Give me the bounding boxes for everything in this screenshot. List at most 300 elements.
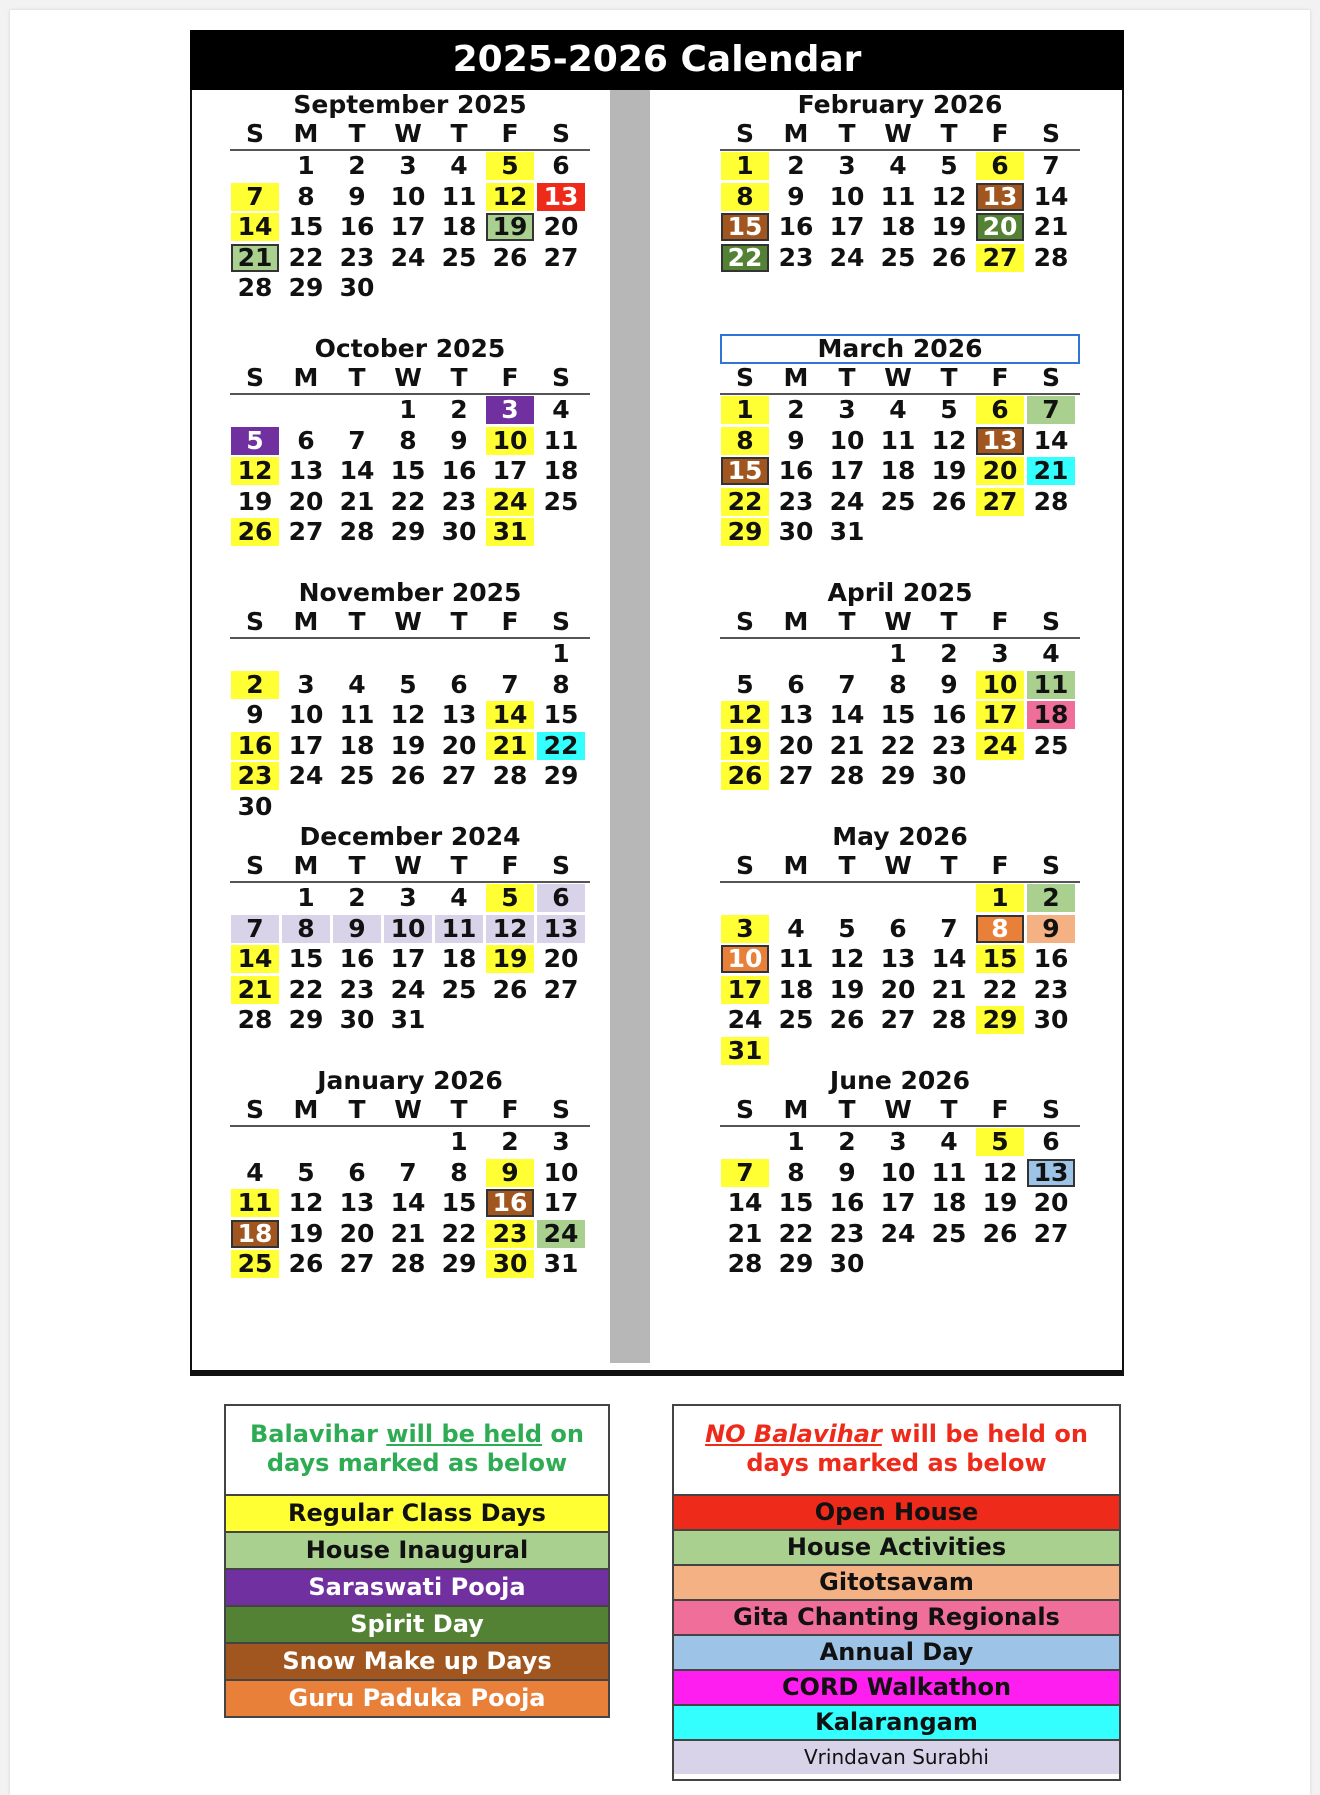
weekday-header: S	[245, 363, 264, 392]
day-cell: 26	[931, 242, 967, 272]
weekday-header: T	[838, 851, 856, 880]
day-cell: 12	[721, 701, 769, 729]
day-cell: 22	[982, 974, 1018, 1004]
day-cell: 2	[787, 395, 805, 424]
weekday-header: T	[450, 607, 468, 636]
day-cell: 9	[450, 425, 468, 455]
day-cell: 19	[390, 730, 426, 760]
day-cell: 31	[543, 1249, 579, 1278]
day-cell: 5	[940, 395, 958, 424]
day-cell: 21	[486, 732, 534, 760]
day-cell: 7	[1027, 396, 1075, 424]
legend-not-held-heading-a: NO Balavihar	[705, 1420, 882, 1448]
weekday-header: W	[884, 607, 912, 636]
day-cell: 9	[333, 915, 381, 943]
day-cell: 11	[435, 915, 483, 943]
day-cell: 4	[246, 1157, 264, 1187]
day-cell: 4	[940, 1127, 958, 1156]
day-cell: 4	[787, 913, 805, 943]
day-cell: 14	[339, 456, 375, 485]
day-cell: 30	[931, 761, 967, 790]
day-cell: 20	[543, 944, 579, 973]
month-name: May 2026	[832, 822, 968, 851]
weekday-header: T	[450, 119, 468, 148]
day-cell: 19	[982, 1188, 1018, 1217]
day-cell: 4	[552, 395, 570, 424]
weekday-header: T	[838, 363, 856, 392]
day-cell: 27	[543, 974, 579, 1004]
day-cell: 18	[778, 974, 814, 1004]
weekday-header: S	[1041, 1095, 1060, 1124]
day-cell: 4	[450, 883, 468, 912]
day-cell: 23	[441, 486, 477, 516]
weekday-header: M	[783, 363, 809, 392]
weekday-header: F	[501, 363, 519, 392]
day-cell: 5	[940, 151, 958, 180]
day-cell: 24	[537, 1220, 585, 1248]
day-cell: 24	[288, 761, 324, 790]
day-cell: 16	[1033, 944, 1069, 973]
day-cell: 9	[787, 181, 805, 211]
day-cell: 27	[1033, 1218, 1069, 1248]
day-cell: 23	[486, 1220, 534, 1248]
day-cell: 17	[829, 212, 865, 241]
weekday-header: W	[394, 119, 422, 148]
day-cell: 6	[450, 669, 468, 699]
day-cell: 13	[441, 700, 477, 729]
weekday-header: T	[450, 1095, 468, 1124]
legend-held-heading-c: on	[542, 1420, 584, 1448]
weekday-header: S	[551, 1095, 570, 1124]
day-cell: 10	[390, 181, 426, 211]
month-5	[720, 90, 1080, 320]
day-cell: 15	[543, 700, 579, 729]
weekday-rule	[720, 881, 1080, 883]
day-cell: 30	[339, 1005, 375, 1034]
day-cell: 24	[829, 242, 865, 272]
day-cell: 25	[441, 242, 477, 272]
day-cell: 15	[721, 213, 769, 241]
legend-not-held-heading	[674, 1406, 1119, 1494]
weekday-header: T	[348, 119, 366, 148]
day-cell: 10	[880, 1157, 916, 1187]
day-cell: 20	[880, 974, 916, 1004]
weekday-header: S	[735, 607, 754, 636]
day-cell: 3	[297, 669, 315, 699]
legend-held	[224, 1404, 610, 1718]
day-cell: 27	[288, 517, 324, 546]
day-cell: 17	[721, 976, 769, 1004]
weekday-header: S	[551, 607, 570, 636]
day-cell: 1	[721, 152, 769, 180]
weekday-header: F	[501, 1095, 519, 1124]
day-cell: 16	[486, 1189, 534, 1217]
day-cell: 14	[1033, 425, 1069, 455]
legend-held-heading	[226, 1406, 608, 1494]
day-cell: 10	[829, 425, 865, 455]
day-cell: 28	[1033, 486, 1069, 516]
day-cell: 9	[838, 1157, 856, 1187]
weekday-header: S	[245, 607, 264, 636]
not-held-legend-row: Vrindavan Surabhi	[674, 1739, 1119, 1774]
not-held-legend-row: House Activities	[674, 1529, 1119, 1564]
month-7	[720, 578, 1080, 808]
day-cell: 17	[829, 456, 865, 485]
day-cell: 8	[399, 425, 417, 455]
day-cell: 23	[339, 974, 375, 1004]
day-cell: 22	[441, 1218, 477, 1248]
day-cell: 6	[297, 425, 315, 455]
not-held-legend-row: Open House	[674, 1494, 1119, 1529]
month-0	[230, 90, 590, 320]
day-cell: 4	[450, 151, 468, 180]
day-cell: 2	[940, 639, 958, 668]
day-cell: 23	[931, 730, 967, 760]
month-6	[720, 334, 1080, 564]
day-cell: 15	[778, 1188, 814, 1217]
day-cell: 19	[829, 974, 865, 1004]
day-cell: 5	[399, 669, 417, 699]
day-cell: 3	[991, 639, 1009, 668]
day-cell: 11	[231, 1189, 279, 1217]
day-cell: 3	[552, 1127, 570, 1156]
day-cell: 28	[1033, 242, 1069, 272]
weekday-header: S	[735, 851, 754, 880]
day-cell: 16	[778, 212, 814, 241]
day-cell: 31	[829, 517, 865, 546]
day-cell: 15	[288, 212, 324, 241]
not-held-legend-row: Gita Chanting Regionals	[674, 1599, 1119, 1634]
day-cell: 27	[976, 244, 1024, 272]
day-cell: 28	[931, 1005, 967, 1034]
day-cell: 15	[976, 945, 1024, 973]
day-cell: 2	[501, 1127, 519, 1156]
day-cell: 12	[288, 1188, 324, 1217]
day-cell: 17	[880, 1188, 916, 1217]
day-cell: 16	[778, 456, 814, 485]
day-cell: 6	[348, 1157, 366, 1187]
day-cell: 6	[976, 152, 1024, 180]
month-2	[230, 578, 590, 821]
day-cell: 14	[727, 1188, 763, 1217]
day-cell: 27	[339, 1249, 375, 1278]
day-cell: 5	[486, 152, 534, 180]
weekday-header: T	[940, 1095, 958, 1124]
day-cell: 6	[976, 396, 1024, 424]
day-cell: 18	[880, 456, 916, 485]
day-cell: 26	[492, 974, 528, 1004]
weekday-header: S	[551, 363, 570, 392]
day-cell: 23	[339, 242, 375, 272]
day-cell: 29	[390, 517, 426, 546]
weekday-header: M	[293, 1095, 319, 1124]
day-cell: 28	[237, 1005, 273, 1034]
day-cell: 20	[976, 457, 1024, 485]
day-cell: 13	[288, 456, 324, 485]
day-cell: 9	[348, 181, 366, 211]
day-cell: 3	[721, 915, 769, 943]
day-cell: 25	[231, 1250, 279, 1278]
weekday-header: T	[940, 607, 958, 636]
month-name: October 2025	[314, 334, 506, 363]
day-cell: 6	[537, 884, 585, 912]
day-cell: 24	[829, 486, 865, 516]
day-cell: 13	[1027, 1159, 1075, 1187]
day-cell: 30	[1033, 1005, 1069, 1034]
day-cell: 14	[390, 1188, 426, 1217]
day-cell: 1	[552, 639, 570, 668]
day-cell: 9	[1027, 915, 1075, 943]
day-cell: 13	[537, 183, 585, 211]
day-cell: 15	[441, 1188, 477, 1217]
day-cell: 26	[931, 486, 967, 516]
day-cell: 11	[931, 1157, 967, 1187]
day-cell: 3	[889, 1127, 907, 1156]
month-name: April 2025	[827, 578, 973, 607]
day-cell: 18	[441, 944, 477, 973]
month-4	[230, 1066, 590, 1296]
day-cell: 7	[399, 1157, 417, 1187]
weekday-header: F	[991, 851, 1009, 880]
day-cell: 22	[537, 732, 585, 760]
weekday-header: T	[450, 851, 468, 880]
day-cell: 2	[838, 1127, 856, 1156]
day-cell: 9	[486, 1159, 534, 1187]
day-cell: 21	[829, 730, 865, 760]
day-cell: 26	[231, 518, 279, 546]
day-cell: 22	[778, 1218, 814, 1248]
day-cell: 12	[390, 700, 426, 729]
weekday-header: S	[245, 1095, 264, 1124]
month-9	[720, 1066, 1080, 1296]
day-cell: 15	[721, 457, 769, 485]
day-cell: 25	[880, 486, 916, 516]
weekday-header: T	[838, 119, 856, 148]
weekday-header: W	[884, 363, 912, 392]
day-cell: 11	[543, 425, 579, 455]
weekday-header: S	[551, 851, 570, 880]
day-cell: 2	[450, 395, 468, 424]
day-cell: 18	[931, 1188, 967, 1217]
month-name: January 2026	[317, 1066, 503, 1095]
day-cell: 25	[441, 974, 477, 1004]
day-cell: 14	[231, 945, 279, 973]
day-cell: 1	[399, 395, 417, 424]
day-cell: 25	[339, 761, 375, 790]
day-cell: 21	[1027, 457, 1075, 485]
day-cell: 11	[880, 425, 916, 455]
day-cell: 2	[231, 671, 279, 699]
day-cell: 5	[976, 1128, 1024, 1156]
weekday-header: T	[348, 607, 366, 636]
day-cell: 7	[721, 1159, 769, 1187]
day-cell: 23	[829, 1218, 865, 1248]
day-cell: 1	[297, 883, 315, 912]
weekday-rule	[230, 637, 590, 639]
day-cell: 27	[543, 242, 579, 272]
weekday-header: M	[783, 851, 809, 880]
legend-held-heading-underlined: will be held	[386, 1420, 543, 1448]
day-cell: 13	[339, 1188, 375, 1217]
weekday-header: W	[884, 851, 912, 880]
day-cell: 14	[931, 944, 967, 973]
day-cell: 10	[543, 1157, 579, 1187]
day-cell: 7	[231, 183, 279, 211]
day-cell: 31	[721, 1037, 769, 1065]
day-cell: 22	[721, 244, 769, 272]
day-cell: 22	[288, 242, 324, 272]
day-cell: 30	[237, 791, 273, 821]
day-cell: 4	[889, 151, 907, 180]
day-cell: 9	[787, 425, 805, 455]
day-cell: 29	[778, 1249, 814, 1278]
day-cell: 26	[721, 762, 769, 790]
day-cell: 22	[288, 974, 324, 1004]
not-held-legend-row: Kalarangam	[674, 1704, 1119, 1739]
day-cell: 16	[441, 456, 477, 485]
day-cell: 19	[486, 213, 534, 241]
day-cell: 27	[880, 1005, 916, 1034]
held-legend-row: Spirit Day	[226, 1605, 608, 1642]
day-cell: 18	[543, 456, 579, 485]
weekday-header: M	[293, 851, 319, 880]
day-cell: 11	[778, 944, 814, 973]
legend-not-held-heading-b: will be held on	[881, 1420, 1088, 1448]
day-cell: 16	[339, 212, 375, 241]
day-cell: 29	[543, 761, 579, 790]
day-cell: 26	[982, 1218, 1018, 1248]
weekday-header: F	[991, 607, 1009, 636]
weekday-header: S	[551, 119, 570, 148]
day-cell: 11	[880, 181, 916, 211]
day-cell: 26	[492, 242, 528, 272]
weekday-header: T	[940, 363, 958, 392]
day-cell: 14	[829, 700, 865, 729]
day-cell: 1	[450, 1127, 468, 1156]
weekday-header: F	[501, 119, 519, 148]
day-cell: 20	[441, 730, 477, 760]
day-cell: 20	[778, 730, 814, 760]
day-cell: 20	[288, 486, 324, 516]
day-cell: 2	[787, 151, 805, 180]
day-cell: 8	[721, 183, 769, 211]
day-cell: 12	[982, 1157, 1018, 1187]
day-cell: 21	[390, 1218, 426, 1248]
day-cell: 18	[441, 212, 477, 241]
weekday-header: S	[735, 363, 754, 392]
day-cell: 24	[727, 1005, 763, 1034]
legend-not-held-heading-d: days marked as below	[746, 1449, 1047, 1477]
day-cell: 12	[829, 944, 865, 973]
day-cell: 1	[721, 396, 769, 424]
day-cell: 17	[390, 212, 426, 241]
column-divider	[610, 90, 650, 1363]
day-cell: 7	[501, 669, 519, 699]
weekday-header: W	[884, 1095, 912, 1124]
day-cell: 30	[441, 517, 477, 546]
day-cell: 18	[1027, 701, 1075, 729]
weekday-header: T	[348, 1095, 366, 1124]
day-cell: 16	[931, 700, 967, 729]
day-cell: 29	[441, 1249, 477, 1278]
day-cell: 14	[1033, 181, 1069, 211]
day-cell: 17	[288, 730, 324, 760]
day-cell: 17	[543, 1188, 579, 1217]
weekday-header: M	[293, 607, 319, 636]
weekday-header: T	[838, 1095, 856, 1124]
day-cell: 29	[721, 518, 769, 546]
day-cell: 12	[231, 457, 279, 485]
day-cell: 20	[543, 212, 579, 241]
day-cell: 1	[889, 639, 907, 668]
day-cell: 3	[838, 395, 856, 424]
weekday-header: T	[940, 119, 958, 148]
day-cell: 20	[1033, 1188, 1069, 1217]
day-cell: 30	[778, 517, 814, 546]
calendar-title: 2025-2026 Calendar	[190, 30, 1124, 90]
weekday-header: F	[991, 363, 1009, 392]
day-cell: 14	[486, 701, 534, 729]
day-cell: 24	[390, 242, 426, 272]
day-cell: 5	[486, 884, 534, 912]
day-cell: 21	[339, 486, 375, 516]
day-cell: 23	[1033, 974, 1069, 1004]
day-cell: 8	[282, 915, 330, 943]
day-cell: 3	[399, 883, 417, 912]
month-1	[230, 334, 590, 564]
day-cell: 31	[390, 1005, 426, 1034]
weekday-header: S	[245, 851, 264, 880]
day-cell: 10	[486, 427, 534, 455]
day-cell: 2	[348, 151, 366, 180]
weekday-header: M	[783, 1095, 809, 1124]
day-cell: 10	[721, 945, 769, 973]
day-cell: 18	[880, 212, 916, 241]
held-legend-row: Snow Make up Days	[226, 1642, 608, 1679]
month-name: September 2025	[293, 90, 527, 119]
day-cell: 24	[390, 974, 426, 1004]
day-cell: 8	[552, 669, 570, 699]
day-cell: 29	[976, 1006, 1024, 1034]
day-cell: 24	[976, 732, 1024, 760]
day-cell: 11	[1027, 671, 1075, 699]
day-cell: 31	[486, 518, 534, 546]
not-held-legend-row: CORD Walkathon	[674, 1669, 1119, 1704]
weekday-header: M	[783, 119, 809, 148]
day-cell: 3	[399, 151, 417, 180]
day-cell: 26	[288, 1249, 324, 1278]
day-cell: 7	[1042, 151, 1060, 180]
not-held-legend-row: Gitotsavam	[674, 1564, 1119, 1599]
day-cell: 8	[721, 427, 769, 455]
day-cell: 6	[889, 913, 907, 943]
day-cell: 10	[829, 181, 865, 211]
day-cell: 25	[778, 1005, 814, 1034]
day-cell: 17	[492, 456, 528, 485]
legend-held-heading-d: days marked as below	[266, 1449, 568, 1477]
day-cell: 8	[976, 915, 1024, 943]
weekday-header: F	[501, 607, 519, 636]
day-cell: 15	[390, 456, 426, 485]
day-cell: 14	[231, 213, 279, 241]
weekday-header: M	[293, 363, 319, 392]
day-cell: 20	[976, 213, 1024, 241]
day-cell: 8	[889, 669, 907, 699]
weekday-header: S	[1041, 607, 1060, 636]
day-cell: 13	[537, 915, 585, 943]
day-cell: 23	[778, 242, 814, 272]
day-cell: 29	[288, 273, 324, 302]
